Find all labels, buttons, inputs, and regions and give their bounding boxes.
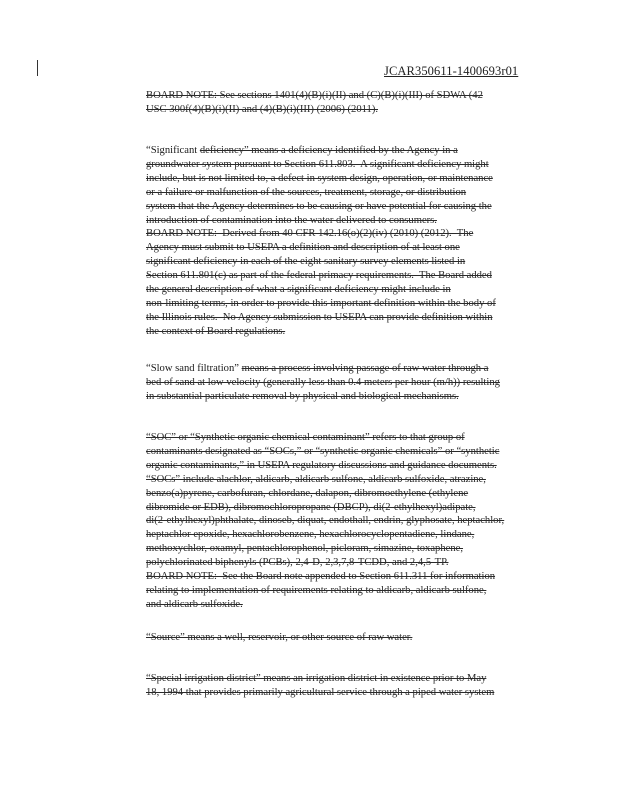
text-line	[146, 459, 546, 473]
struck-text: in substantial particulate removal by physical and biological mechanisms.	[146, 390, 459, 402]
struck-text: introduction of contamination into the water delivered to consumers.	[146, 214, 437, 226]
struck-text: deficiency” means a deficiency identified by the Agency in a	[199, 145, 458, 156]
text-line	[146, 227, 546, 241]
board-note-1	[146, 89, 546, 117]
definition-slow-sand-filtration	[146, 362, 546, 404]
text-line	[146, 390, 546, 404]
struck-text: See sections 1401(4)(B)(i)(II) and	[219, 90, 367, 101]
struck-text: the general description of what a significant deficiency might include in	[146, 284, 451, 296]
text-line	[146, 445, 546, 459]
struck-text: dibromide or EDB), dibromochloropropane (DBCP), di(2-ethylhexyl)adipate,	[146, 501, 476, 513]
document-id: JCAR350611-1400693r01	[384, 64, 519, 78]
text-line	[146, 584, 546, 598]
struck-text: significant deficiency in each of the eight sanitary survey elements listed in	[146, 256, 466, 268]
struck-text: Agency must submit to USEPA a definition and description of at least one	[146, 242, 460, 254]
text-line	[146, 186, 546, 200]
struck-text: include, but is not limited to, a defect in system design, operation, or maintenance	[146, 172, 493, 184]
struck-text: “Source” means a well, reservoir, or other source of raw water.	[146, 632, 413, 643]
text-line	[146, 283, 546, 297]
struck-text: organic contaminants,” in USEPA regulatory discussions and guidance documents.	[146, 459, 497, 471]
text-line	[146, 487, 546, 501]
struck-text: BOARD NOTE:	[146, 90, 220, 101]
definition-special-irrigation-district	[146, 672, 546, 700]
text-line	[146, 158, 546, 172]
struck-text: (C)(B)(i)(III) of SDWA (42	[366, 90, 483, 101]
text-line	[146, 255, 546, 269]
text-line	[146, 514, 546, 528]
struck-text: non-limiting terms, in order to provide this important definition within the body of	[146, 297, 496, 309]
text-line	[146, 686, 546, 700]
text-line	[146, 556, 546, 570]
text-line	[146, 431, 546, 445]
text-line	[146, 672, 546, 686]
struck-text: “Special irrigation district” means an irrigation district in existence prior to May	[146, 673, 487, 684]
text: “Significant	[146, 145, 200, 156]
text-line	[146, 631, 546, 645]
struck-text: relating to implementation of requirements relating to aldicarb, aldicarb sulfone,	[146, 584, 487, 596]
text-line	[146, 473, 546, 487]
text-line	[146, 89, 546, 103]
text-line	[146, 325, 546, 339]
text-line	[146, 311, 546, 325]
struck-text: benzo(a)pyrene, carbofuran, chlordane, dalapon, dibromoethylene (ethylene	[146, 487, 469, 499]
struck-text: contaminants designated as “SOCs,” or “synthetic organic chemicals” or “synthetic	[146, 445, 500, 457]
text-line	[146, 528, 546, 542]
definition-significant-deficiency	[146, 144, 546, 339]
text-line	[146, 501, 546, 515]
struck-text: BOARD NOTE: See the Board note appended to Section 611.311 for information	[146, 571, 496, 583]
text-line	[146, 269, 546, 283]
text-line	[146, 214, 546, 228]
struck-text: polychlorinated biphenyls (PCBs), 2,4-D, 2,3,7,8-TCDD, and 2,4,5-TP.	[146, 557, 449, 569]
struck-text: and aldicarb sulfoxide.	[146, 598, 243, 610]
struck-text: groundwater system pursuant to Section 611.803. A significant deficiency might	[146, 158, 489, 170]
struck-text: USC 300f(4)(B)(i)(II) and (4)(B)(i)(III) (2006) (2011).	[146, 103, 379, 115]
struck-text: bed of sand at low velocity (generally less than 0.4 meters per hour (m/h)) resulting	[146, 376, 500, 388]
text-line	[146, 200, 546, 214]
text-line	[146, 144, 546, 158]
text: “Slow sand filtration”	[146, 363, 242, 374]
struck-text: 18, 1994 that provides primarily agricultural service through a piped water system	[146, 686, 495, 698]
definition-soc	[146, 431, 546, 612]
struck-text: system that the Agency determines to be causing or have potential for causing the	[146, 200, 492, 212]
struck-text: “SOCs” include alachlor, aldicarb, aldicarb sulfone, aldicarb sulfoxide, atrazine,	[146, 473, 486, 485]
text-line	[146, 376, 546, 390]
struck-text: “SOC” or “Synthetic organic chemical contaminant” refers to that group of	[146, 432, 465, 443]
text-line	[146, 241, 546, 255]
text-line	[146, 598, 546, 612]
struck-text: Section 611.801(c) as part of the federal primacy requirements. The Board added	[146, 270, 492, 282]
margin-bar	[37, 60, 38, 76]
struck-text: di(2-ethylhexyl)phthalate, dinoseb, diquat, endothall, endrin, glyphosate, heptachlor,	[146, 515, 505, 527]
text-line	[146, 570, 546, 584]
struck-text: BOARD NOTE: Derived from 40 CFR 142.16(o)(2)(iv) (2010) (2012). The	[146, 228, 474, 240]
struck-text: the Illinois rules. No Agency submission to USEPA can provide definition within	[146, 311, 493, 323]
struck-text: means a process involving passage of raw water through a	[241, 363, 489, 374]
text-line	[146, 172, 546, 186]
definition-source	[146, 631, 546, 645]
text-line	[146, 297, 546, 311]
text-line	[146, 103, 546, 117]
struck-text: methoxychlor, oxamyl, pentachlorophenol, picloram, simazine, toxaphene,	[146, 543, 464, 555]
text-line	[146, 362, 546, 376]
text-line	[146, 542, 546, 556]
struck-text: or a failure or malfunction of the sources, treatment, storage, or distribution	[146, 186, 467, 198]
struck-text: heptachlor epoxide, hexachlorobenzene, hexachlorocyclopentadiene, lindane,	[146, 529, 475, 541]
struck-text: the context of Board regulations.	[146, 325, 286, 337]
